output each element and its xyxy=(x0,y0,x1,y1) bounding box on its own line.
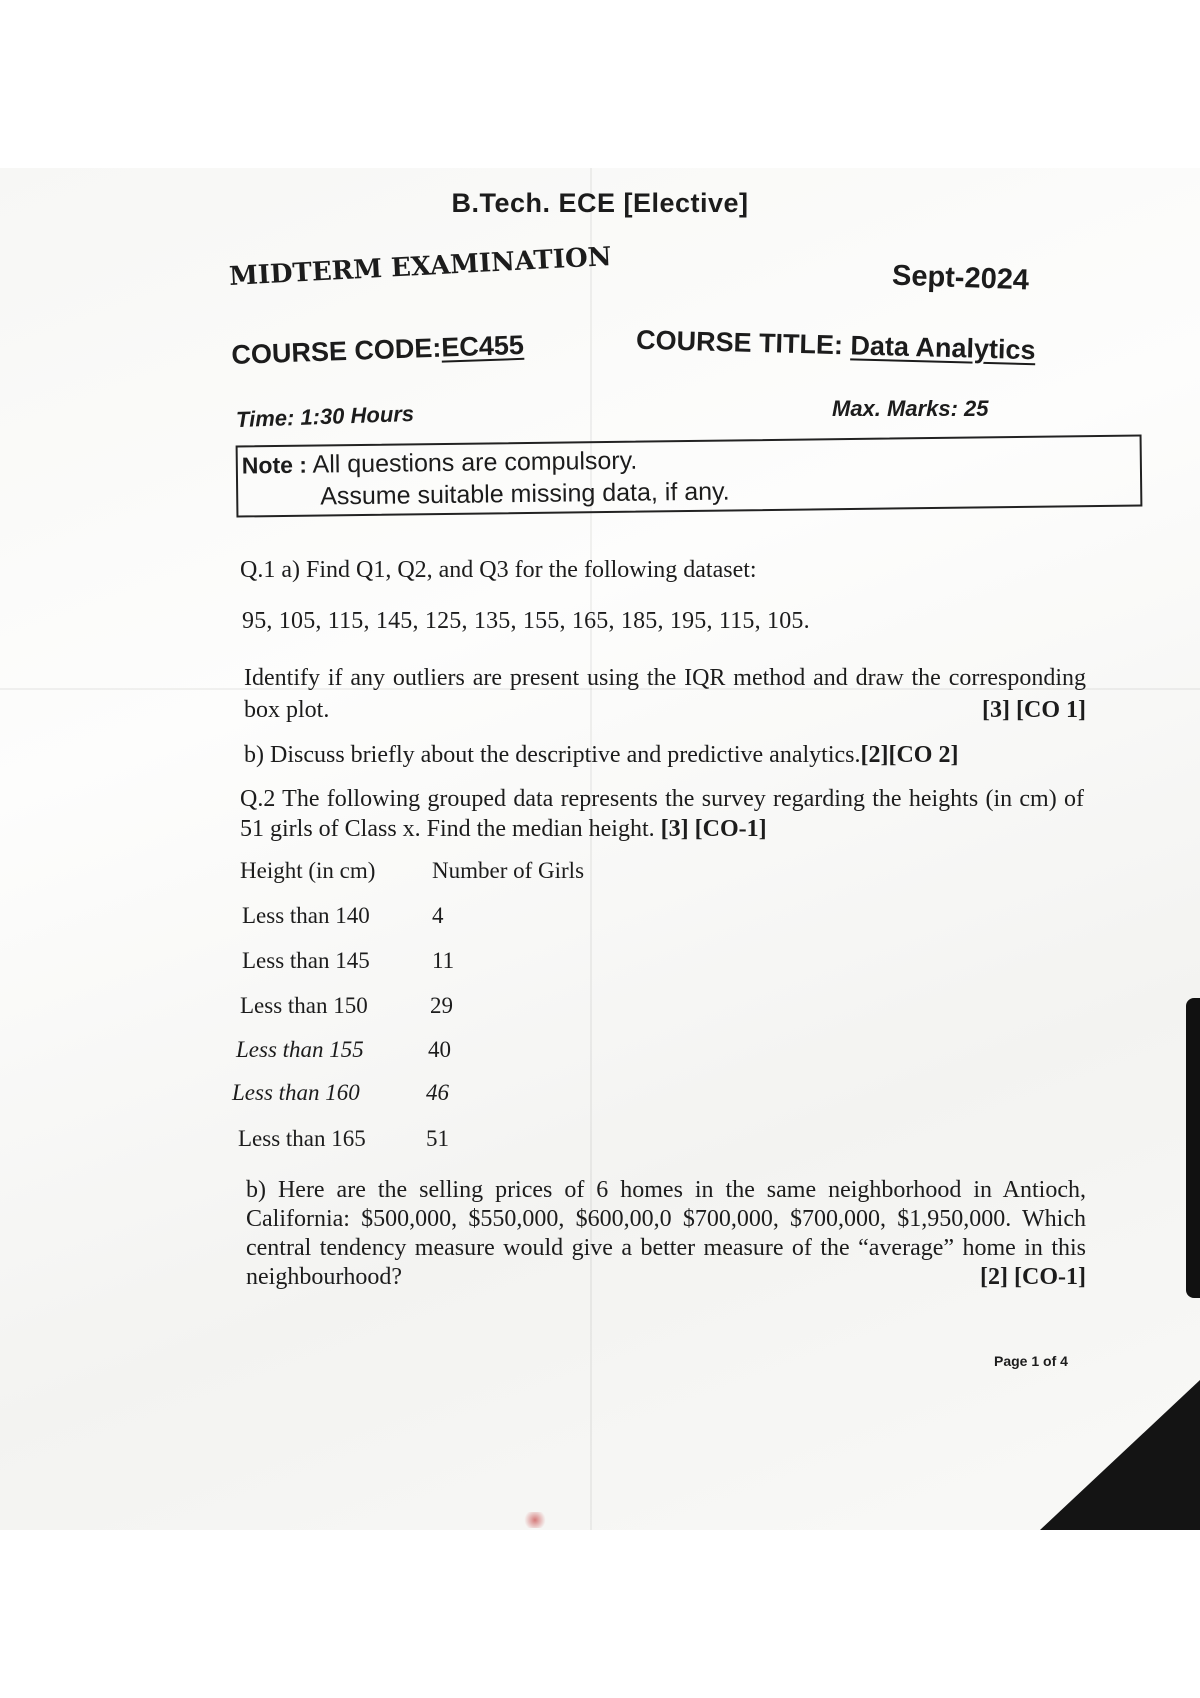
table-cell-count: 4 xyxy=(432,903,444,928)
note-box xyxy=(236,434,1143,517)
course-title: Data Analytics xyxy=(850,330,1036,366)
question-2b-marks: [2] [CO-1] xyxy=(980,1264,1086,1290)
question-1b xyxy=(244,742,958,769)
note-text-1: All questions are compulsory. xyxy=(312,446,638,479)
course-code: EC455 xyxy=(440,329,525,363)
scan-corner-shadow xyxy=(1040,1380,1200,1530)
question-1a: Q.1 a) Find Q1, Q2, and Q3 for the following dataset: xyxy=(240,557,757,583)
question-1-identify-text: Identify if any outliers are present using the IQR method and draw the corresponding box plot. xyxy=(244,665,1086,723)
note-text-2: Assume suitable missing data, if any. xyxy=(320,477,730,511)
question-1b-text: b) Discuss briefly about the descriptive and predictive analytics. xyxy=(244,742,861,768)
max-marks: Max. Marks: 25 xyxy=(832,396,989,421)
question-2-marks: [3] [CO-1] xyxy=(660,816,767,842)
table-cell-height: Less than 155 xyxy=(236,1037,364,1062)
exam-date: Sept-2024 xyxy=(891,259,1030,297)
scan-edge-shadow xyxy=(1186,998,1200,1298)
page-number: Page 1 of 4 xyxy=(994,1353,1068,1369)
exam-title: MIDTERM EXAMINATION xyxy=(228,242,613,292)
question-2b-text: b) Here are the selling prices of 6 homes in the same neighborhood in Antioch, California: $500,000, $550,000, $600,00,0 $700,000, $700,000, $1,950,000. Which central tendency measure would give a better measure of the “average” home in this neighbourhood? xyxy=(246,1177,1086,1290)
table-cell-count: 40 xyxy=(428,1037,451,1062)
paper-crease xyxy=(590,168,592,1530)
table-header-count: Number of Girls xyxy=(432,858,585,883)
course-code-label: COURSE CODE: xyxy=(230,332,442,371)
table-cell-height: Less than 140 xyxy=(242,903,370,928)
note-line-1 xyxy=(242,447,638,481)
exam-time: Time: 1:30 Hours xyxy=(235,400,415,433)
table-cell-count: 29 xyxy=(430,993,453,1018)
question-2 xyxy=(240,784,1084,844)
question-1-dataset: 95, 105, 115, 145, 125, 135, 155, 165, 185, 195, 115, 105. xyxy=(242,608,810,634)
table-cell-height: Less than 165 xyxy=(238,1126,366,1151)
question-1-identify xyxy=(244,662,1086,726)
table-cell-height: Less than 150 xyxy=(240,993,368,1018)
table-cell-height: Less than 145 xyxy=(242,948,370,973)
table-cell-count: 11 xyxy=(432,948,455,973)
table-cell-height: Less than 160 xyxy=(232,1080,360,1105)
exam-paper xyxy=(0,168,1200,1530)
program-heading: B.Tech. ECE [Elective] xyxy=(451,188,749,218)
question-1a-marks: [3] [CO 1] xyxy=(982,697,1086,723)
question-1b-marks: [2][CO 2] xyxy=(860,742,959,768)
question-2-text: Q.2 The following grouped data represents the survey regarding the heights (in cm) of 51 girls of Class x. Find the median height. xyxy=(240,786,1084,842)
question-2b xyxy=(246,1176,1086,1292)
ink-smudge xyxy=(522,1512,548,1528)
note-label: Note : xyxy=(241,451,308,479)
table-header-height: Height (in cm) xyxy=(240,858,376,883)
table-cell-count: 51 xyxy=(426,1126,449,1151)
course-title-label: COURSE TITLE: xyxy=(635,324,844,361)
table-cell-count: 46 xyxy=(426,1080,449,1105)
